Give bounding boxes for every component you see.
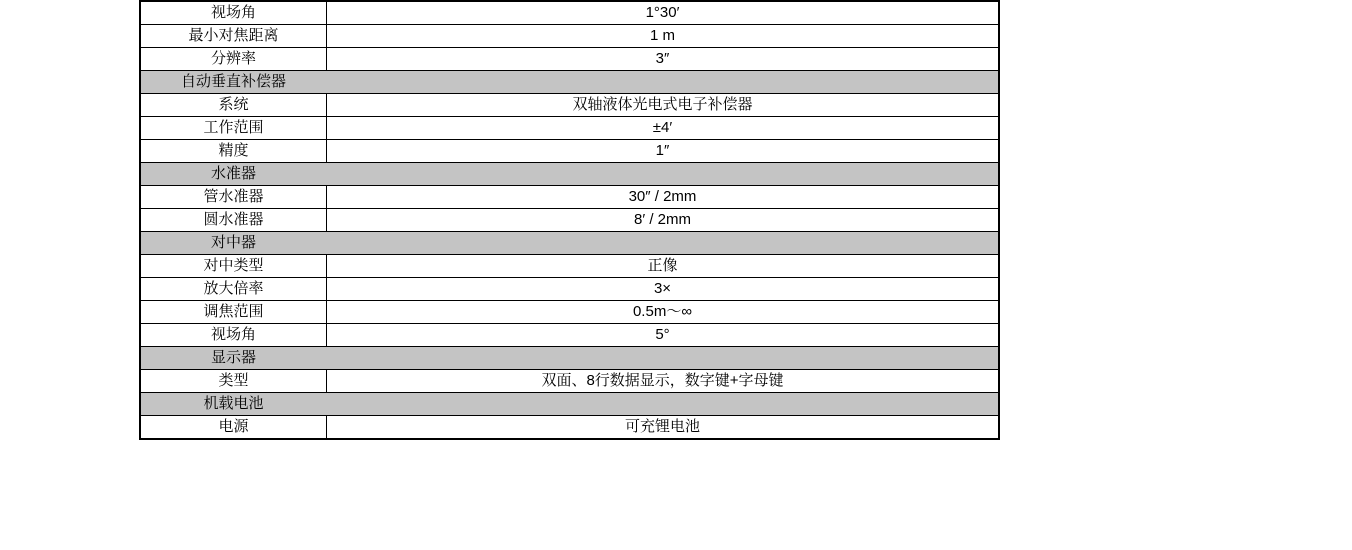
table-row [140, 370, 999, 393]
spec-value: 0.5m～∞ [327, 301, 1000, 324]
specification-table-body [140, 1, 999, 439]
spec-value: 1 m [327, 25, 1000, 48]
section-header-cell [140, 163, 999, 186]
spec-value: 3× [327, 278, 1000, 301]
section-header-cell [140, 232, 999, 255]
spec-label: 工作范围 [140, 117, 327, 140]
section-title: 显示器 [210, 349, 256, 366]
spec-value: 3″ [327, 48, 1000, 71]
section-title: 机载电池 [203, 395, 264, 412]
spec-label: 电源 [140, 416, 327, 440]
spec-value: 8′ / 2mm [327, 209, 1000, 232]
table-row [140, 301, 999, 324]
spec-label: 最小对焦距离 [140, 25, 327, 48]
spec-value: 5° [327, 324, 1000, 347]
spec-label: 系统 [140, 94, 327, 117]
section-header-row [140, 232, 999, 255]
table-row [140, 255, 999, 278]
table-row [140, 48, 999, 71]
section-header-row [140, 347, 999, 370]
spec-value: 30″ / 2mm [327, 186, 1000, 209]
table-row [140, 324, 999, 347]
section-title: 水准器 [210, 165, 256, 182]
table-row [140, 416, 999, 440]
spec-label: 视场角 [140, 324, 327, 347]
table-row [140, 25, 999, 48]
spec-value: 可充锂电池 [327, 416, 1000, 440]
spec-label: 管水准器 [140, 186, 327, 209]
spec-label: 类型 [140, 370, 327, 393]
spec-label: 放大倍率 [140, 278, 327, 301]
spec-value: 正像 [327, 255, 1000, 278]
section-title: 对中器 [210, 234, 256, 251]
section-header-cell [140, 71, 999, 94]
table-row [140, 140, 999, 163]
spec-label: 分辨率 [140, 48, 327, 71]
spec-label: 视场角 [140, 1, 327, 25]
table-row [140, 1, 999, 25]
spec-value: 双轴液体光电式电子补偿器 [327, 94, 1000, 117]
section-header-cell [140, 347, 999, 370]
spec-value: ±4′ [327, 117, 1000, 140]
spec-label: 调焦范围 [140, 301, 327, 324]
section-title: 自动垂直补偿器 [180, 73, 286, 90]
section-header-row [140, 163, 999, 186]
specification-table [139, 0, 1000, 440]
spec-label: 圆水准器 [140, 209, 327, 232]
spec-label: 对中类型 [140, 255, 327, 278]
table-row [140, 186, 999, 209]
table-row [140, 117, 999, 140]
section-header-row [140, 71, 999, 94]
spec-label: 精度 [140, 140, 327, 163]
table-row [140, 209, 999, 232]
spec-value: 1″ [327, 140, 1000, 163]
section-header-row [140, 393, 999, 416]
table-row [140, 278, 999, 301]
spec-value: 双面、8行数据显示，数字键+字母键 [327, 370, 1000, 393]
table-row [140, 94, 999, 117]
spec-value: 1°30′ [327, 1, 1000, 25]
section-header-cell [140, 393, 999, 416]
